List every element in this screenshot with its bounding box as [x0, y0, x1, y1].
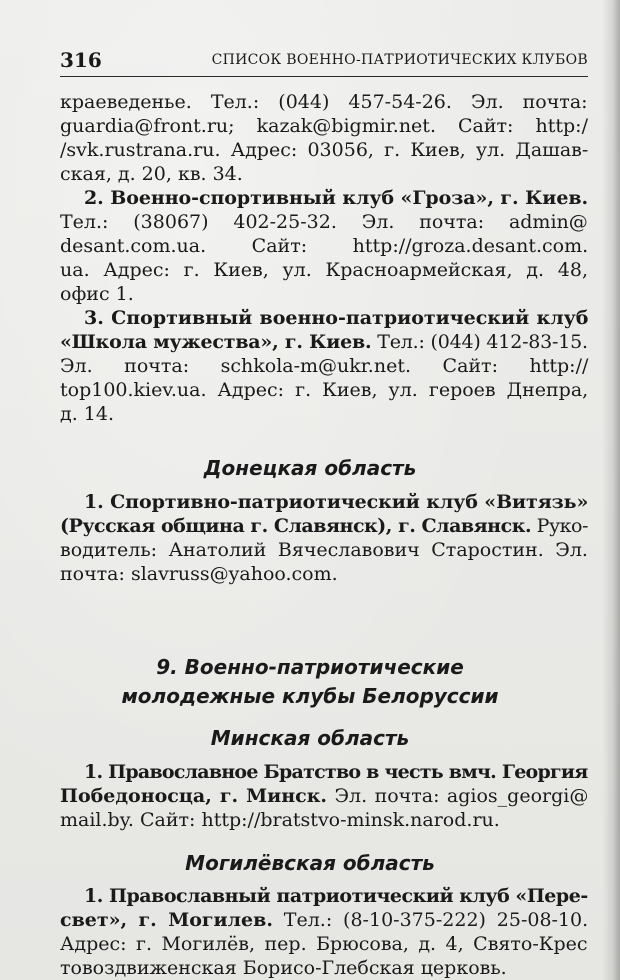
text-run: ua. Адрес: г. Киев, ул. Красноармейская, д. 48,	[60, 259, 588, 281]
page-spine-shadow	[602, 0, 620, 980]
bold-text-run: 1. Православное Братство в честь вмч. Георгия	[84, 761, 588, 783]
region-heading-donetsk: Донецкая область	[203, 456, 417, 480]
text-run: mail.by. Сайт: http://bratstvo-minsk.narod.ru.	[60, 809, 500, 831]
bold-text-run: 1. Православный патриотический клуб «Пере-	[84, 885, 588, 907]
bold-text-run: «Школа мужества», г. Киев.	[60, 331, 372, 353]
text-run: водитель: Анатолий Вячеславович Старостин. Эл.	[60, 539, 588, 561]
text-line	[60, 956, 507, 980]
text-line	[60, 234, 588, 258]
text-line	[60, 562, 338, 586]
bold-text-run: свет», г. Могилев.	[60, 909, 273, 931]
text-line	[84, 760, 588, 784]
text-run: Тел.: (38067) 402-25-32. Эл. почта: admin@	[60, 211, 588, 233]
region-heading-mogilev: Могилёвская область	[185, 851, 435, 875]
text-line	[84, 306, 588, 330]
text-run: top100.kiev.ua. Адрес: г. Киев, ул. героев Днепра,	[60, 379, 589, 401]
text-run: desant.com.ua. Сайт: http://groza.desant.com.	[60, 235, 589, 257]
text-line	[60, 210, 588, 234]
bold-text-run: 3. Спортивный военно-патриотический клуб	[84, 307, 589, 329]
text-line	[60, 114, 588, 138]
text-line	[60, 908, 588, 932]
bold-text-run: 1. Спортивно-патриотический клуб «Витязь»	[84, 491, 589, 513]
text-line	[84, 186, 588, 210]
text-run: ская, д. 20, кв. 34.	[60, 163, 243, 185]
text-line	[84, 490, 588, 514]
text-run: д. 14.	[60, 403, 114, 425]
text-line	[60, 378, 588, 402]
region-heading-minsk: Минская область	[210, 726, 410, 750]
page-header	[60, 46, 588, 77]
bold-text-run: (Русская община г. Славянск), г. Славянск.	[60, 515, 532, 537]
text-line	[60, 354, 588, 378]
text-run: офис 1.	[60, 283, 134, 305]
text-run: товоздвиженская Борисо-Глебская церковь.	[60, 957, 507, 979]
text-run: /svk.rustrana.ru. Адрес: 03056, г. Киев, ул. Дашав-	[60, 139, 589, 161]
text-run: Руко-	[531, 515, 588, 537]
text-line	[60, 932, 588, 956]
text-run: Тел.: (044) 412-83-15.	[371, 331, 588, 353]
text-run: краеведенье. Тел.: (044) 457-54-26. Эл. почта:	[60, 91, 588, 113]
text-line	[60, 138, 588, 162]
text-line	[60, 162, 243, 186]
text-run: Эл. почта: schkola-m@ukr.net. Сайт: http://	[60, 355, 589, 377]
text-line	[60, 808, 500, 832]
text-line	[84, 884, 588, 908]
text-line	[60, 330, 588, 354]
text-line	[60, 258, 588, 282]
running-title: СПИСОК ВОЕННО-ПАТРИОТИЧЕСКИХ КЛУБОВ	[211, 52, 588, 68]
text-run: Адрес: г. Могилёв, пер. Брюсова, д. 4, Свято-Крес	[60, 933, 588, 955]
bold-text-run: 2. Военно-спортивный клуб «Гроза», г. Киев.	[84, 187, 589, 209]
text-run: почта: slavruss@yahoo.com.	[60, 563, 338, 585]
text-line	[60, 90, 588, 114]
text-line	[60, 538, 588, 562]
text-line	[60, 514, 588, 538]
section-title-line-1: 9. Военно-патриотические	[156, 655, 464, 679]
page-number: 316	[60, 48, 102, 72]
section-title-line-2: молодежные клубы Белоруссии	[121, 684, 499, 708]
text-line	[60, 402, 114, 426]
text-run: Тел.: (8-10-375-222) 25-08-10.	[272, 909, 589, 931]
text-run: guardia@front.ru; kazak@bigmir.net. Сайт: http:/	[60, 115, 588, 137]
text-run: Эл. почта: agios_georgi@	[327, 785, 589, 807]
text-line	[60, 784, 588, 808]
text-line	[60, 282, 134, 306]
bold-text-run: Победоносца, г. Минск.	[60, 785, 328, 807]
